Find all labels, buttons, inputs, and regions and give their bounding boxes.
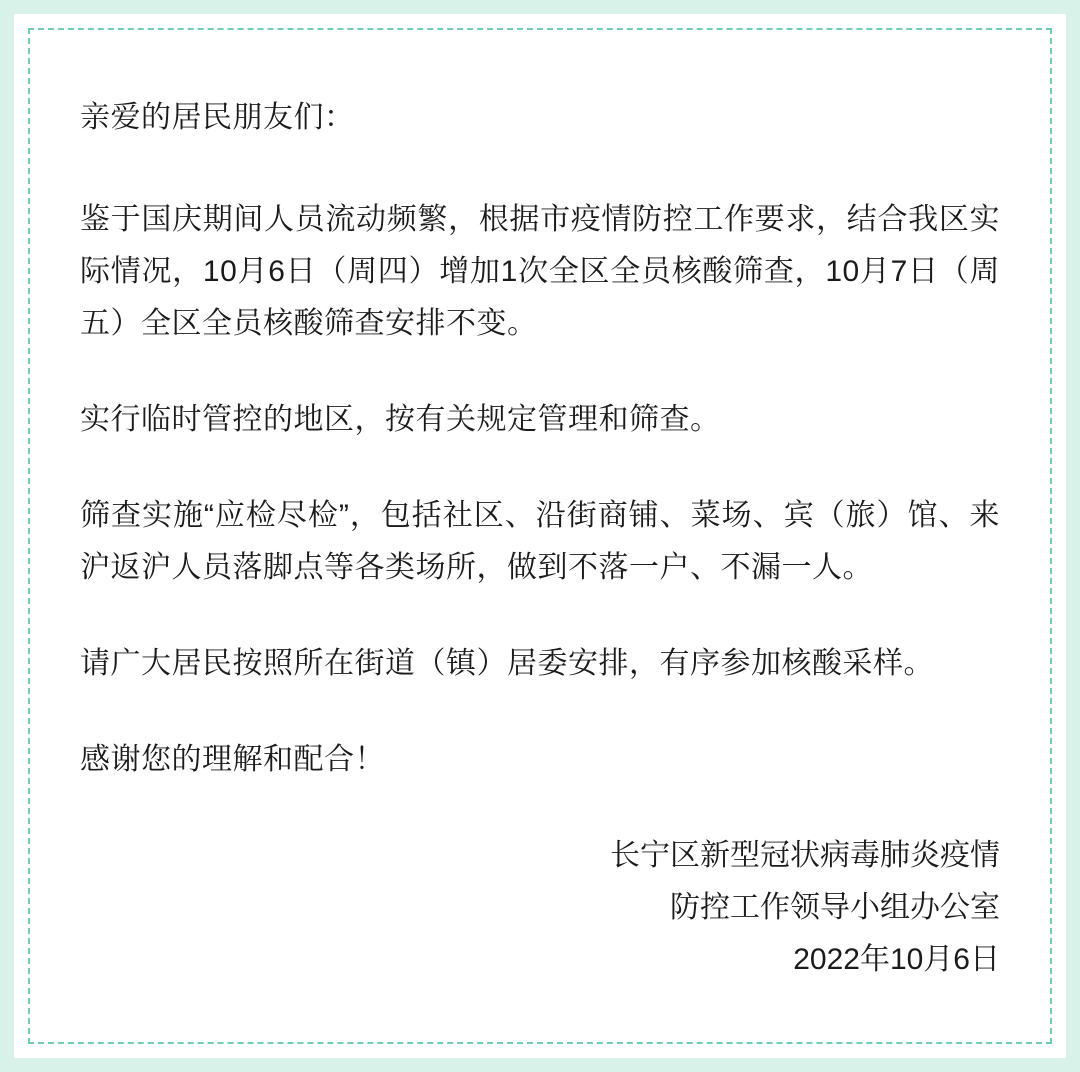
notice-content <box>28 28 1052 1044</box>
signature-block <box>80 830 1000 1004</box>
paragraph-3: 筛查实施“应检尽检”，包括社区、沿街商铺、菜场、宾（旅）馆、来沪返沪人员落脚点等各类场所，做到不落一户、不漏一人。 <box>80 499 1000 584</box>
paragraph-5: 感谢您的理解和配合！ <box>80 743 385 776</box>
signature-line-2: 防控工作领导小组办公室 <box>670 891 1000 924</box>
paragraph-4: 请广大居民按照所在街道（镇）居委安排，有序参加核酸采样。 <box>80 647 934 680</box>
salutation: 亲爱的居民朋友们： <box>80 101 355 134</box>
signature-date: 2022年10月6日 <box>793 943 1000 976</box>
signature-line-1: 长宁区新型冠状病毒肺炎疫情 <box>610 839 1000 872</box>
paragraph-1: 鉴于国庆期间人员流动频繁，根据市疫情防控工作要求，结合我区实际情况，10月6日（周四）增加1次全区全员核酸筛查，10月7日（周五）全区全员核酸筛查安排不变。 <box>80 203 1000 340</box>
paragraph-2: 实行临时管控的地区，按有关规定管理和筛查。 <box>80 403 721 436</box>
